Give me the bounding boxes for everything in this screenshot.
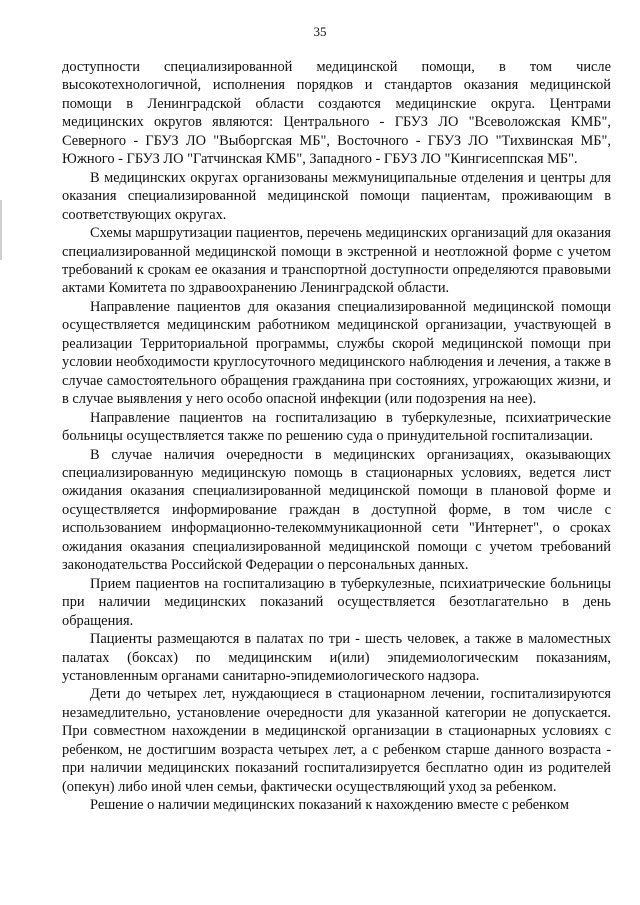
page-number: 35: [313, 24, 327, 39]
paragraph-3: Схемы маршрутизации пациентов, перечень медицинских организаций для оказания специализированной медицинской помощи в экстренной и неотложной форме с учетом требований к срокам ее оказания и транспортной доступности определяются правовыми актами Комитета по здравоохранению Ленинградской области.: [62, 225, 611, 297]
body-text: [62, 58, 611, 815]
paragraph-10: Решение о наличии медицинских показаний к нахождению вместе с ребенком: [90, 797, 570, 814]
scan-edge-mark: [0, 200, 2, 260]
paragraph-4: Направление пациентов для оказания специализированной медицинской помощи осуществляется медицинским работником медицинской организации, участвующей в реализации Территориальной программы, службы скорой медицинской помощи при условии необходимости круглосуточного медицинского наблюдения и лечения, а также в случае самостоятельного обращения гражданина при состояниях, угрожающих жизни, и в случае выявления у него особо опасной инфекции (или подозрения на нее).: [62, 298, 611, 408]
paragraph-8: Пациенты размещаются в палатах по три - шесть человек, а также в маломестных палатах (боксах) по медицинским и(или) эпидемиологическим показаниям, установленным органами санитарно-эпидемиологического надзора.: [62, 631, 611, 684]
paragraph-7: Прием пациентов на госпитализацию в туберкулезные, психиатрические больницы при наличии медицинских показаний осуществляется безотлагательно в день обращения.: [62, 575, 611, 629]
paragraph-6: В случае наличия очередности в медицинских организациях, оказывающих специализированную медицинскую помощь в стационарных условиях, ведется лист ожидания оказания специализированной медицинской помощи в плановой форме и осуществляется информирование граждан в доступной форме, в том числе с использованием информационно-телекоммуникационной сети "Интернет", о сроках ожидания оказания специализированной медицинской помощи с учетом требований законодательства Российской Федерации о персональных данных.: [62, 446, 611, 574]
paragraph-1: доступности специализированной медицинской помощи, в том числе высокотехнологичной, исполнения порядков и стандартов оказания медицинской помощи в Ленинградской области создаются медицинские округа. Центрами медицинских округов являются: Центрального - ГБУЗ ЛО "Всеволожская КМБ", Северного - ГБУЗ ЛО "Выборгская МБ", Восточного - ГБУЗ ЛО "Тихвинская МБ", Южного - ГБУЗ ЛО "Гатчинская КМБ", Западного - ГБУЗ ЛО "Кингисеппская МБ".: [62, 59, 611, 168]
paragraph-5: Направление пациентов на госпитализацию в туберкулезные, психиатрические больницы осуществляется также по решению суда о принудительной госпитализации.: [62, 409, 611, 445]
paragraph-9: Дети до четырех лет, нуждающиеся в стационарном лечении, госпитализируются незамедлительно, установление очередности для указанной категории не допускается. При совместном нахождении в медицинской организации в стационарных условиях с ребенком, не достигшим возраста четырех лет, а с ребенком старше данного возраста - при наличии медицинских показаний госпитализируется бесплатно один из родителей (опекун) либо иной член семьи, фактически осуществляющий уход за ребенком.: [62, 686, 611, 795]
paragraph-2: В медицинских округах организованы межмуниципальные отделения и центры для оказания специализированной медицинской помощи пациентам, проживающим в соответствующих округах.: [62, 169, 611, 223]
